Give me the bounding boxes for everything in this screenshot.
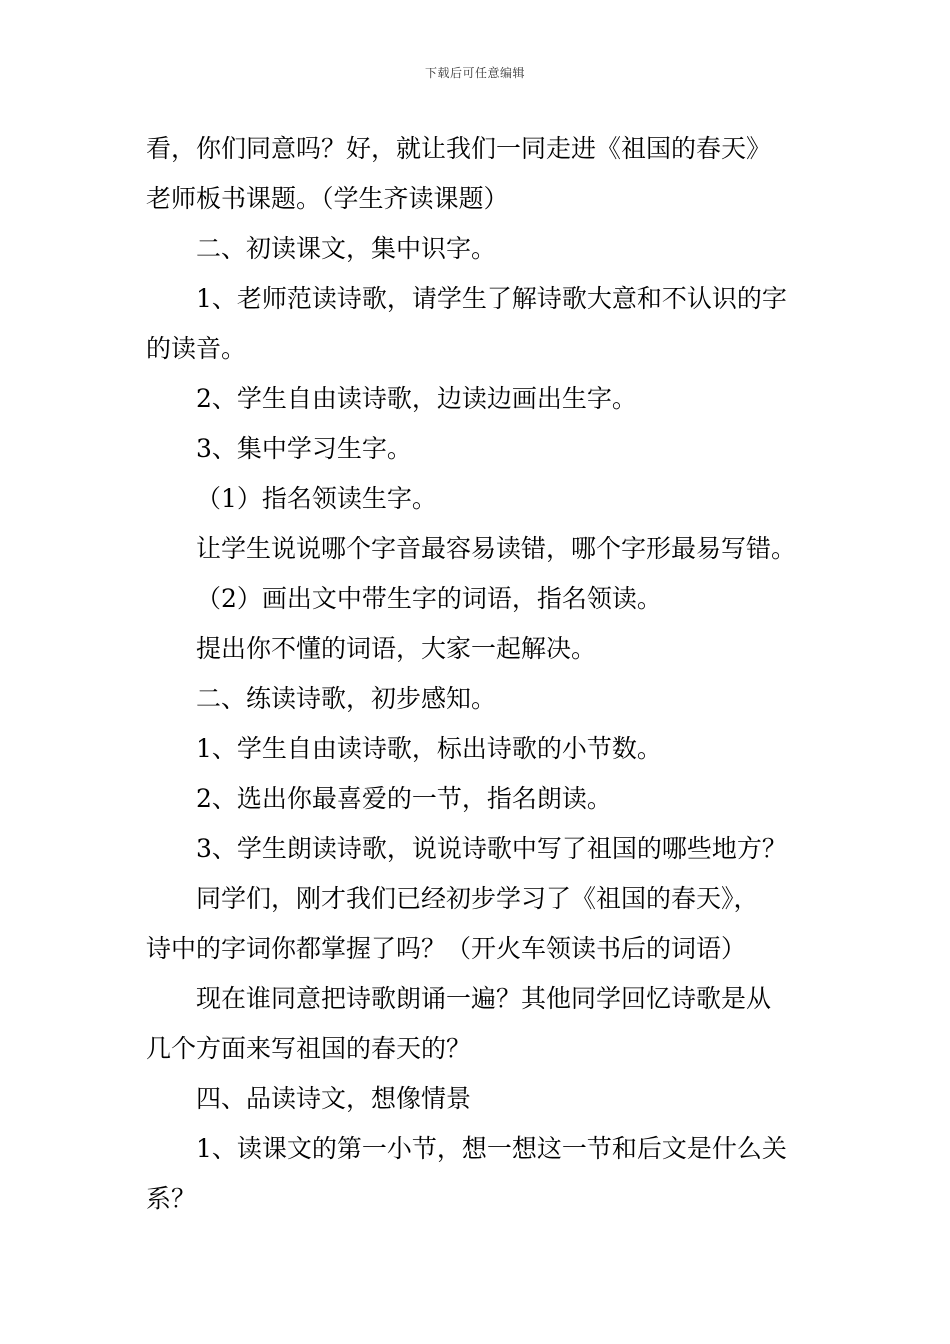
text-line: 1、老师范读诗歌，请学生了解诗歌大意和不认识的字 (196, 284, 787, 313)
section-heading: 四、品读诗文，想像情景 (196, 1084, 472, 1113)
text-line: （1）指名领读生字。 (196, 484, 437, 513)
document-body (146, 124, 810, 1224)
text-line: 1、读课文的第一小节，想一想这一节和后文是什么关 (196, 1134, 787, 1163)
page-header: 下载后可任意编辑 (424, 66, 525, 80)
text-line: 诗中的字词你都掌握了吗？（开火车领读书后的词语） (146, 934, 747, 963)
text-line: 3、集中学习生字。 (196, 434, 412, 463)
text-line: 3、学生朗读诗歌，说说诗歌中写了祖国的哪些地方？ (196, 834, 787, 863)
text-line: 提出你不懂的词语，大家一起解决。 (196, 634, 597, 663)
text-line: 看，你们同意吗？好，就让我们一同走进《祖国的春天》 (146, 134, 772, 163)
text-line: 系？ (146, 1184, 197, 1213)
text-line: 的读音。 (146, 334, 247, 363)
text-line: 2、选出你最喜爱的一节，指名朗读。 (196, 784, 612, 813)
text-line: 同学们，刚才我们已经初步学习了《祖国的春天》， (196, 884, 759, 913)
section-heading: 二、初读课文，集中识字。 (196, 234, 497, 263)
text-line: 现在谁同意把诗歌朗诵一遍？其他同学回忆诗歌是从 (196, 984, 772, 1013)
text-line: 几个方面来写祖国的春天的？ (146, 1034, 472, 1063)
text-line: 2、学生自由读诗歌，边读边画出生字。 (196, 384, 637, 413)
text-line: 老师板书课题。（学生齐读课题） (146, 184, 509, 213)
section-heading: 二、练读诗歌，初步感知。 (196, 684, 497, 713)
text-line: （2）画出文中带生字的词语，指名领读。 (196, 584, 662, 613)
text-line: 让学生说说哪个字音最容易读错，哪个字形最易写错。 (196, 534, 797, 563)
text-line: 1、学生自由读诗歌，标出诗歌的小节数。 (196, 734, 662, 763)
